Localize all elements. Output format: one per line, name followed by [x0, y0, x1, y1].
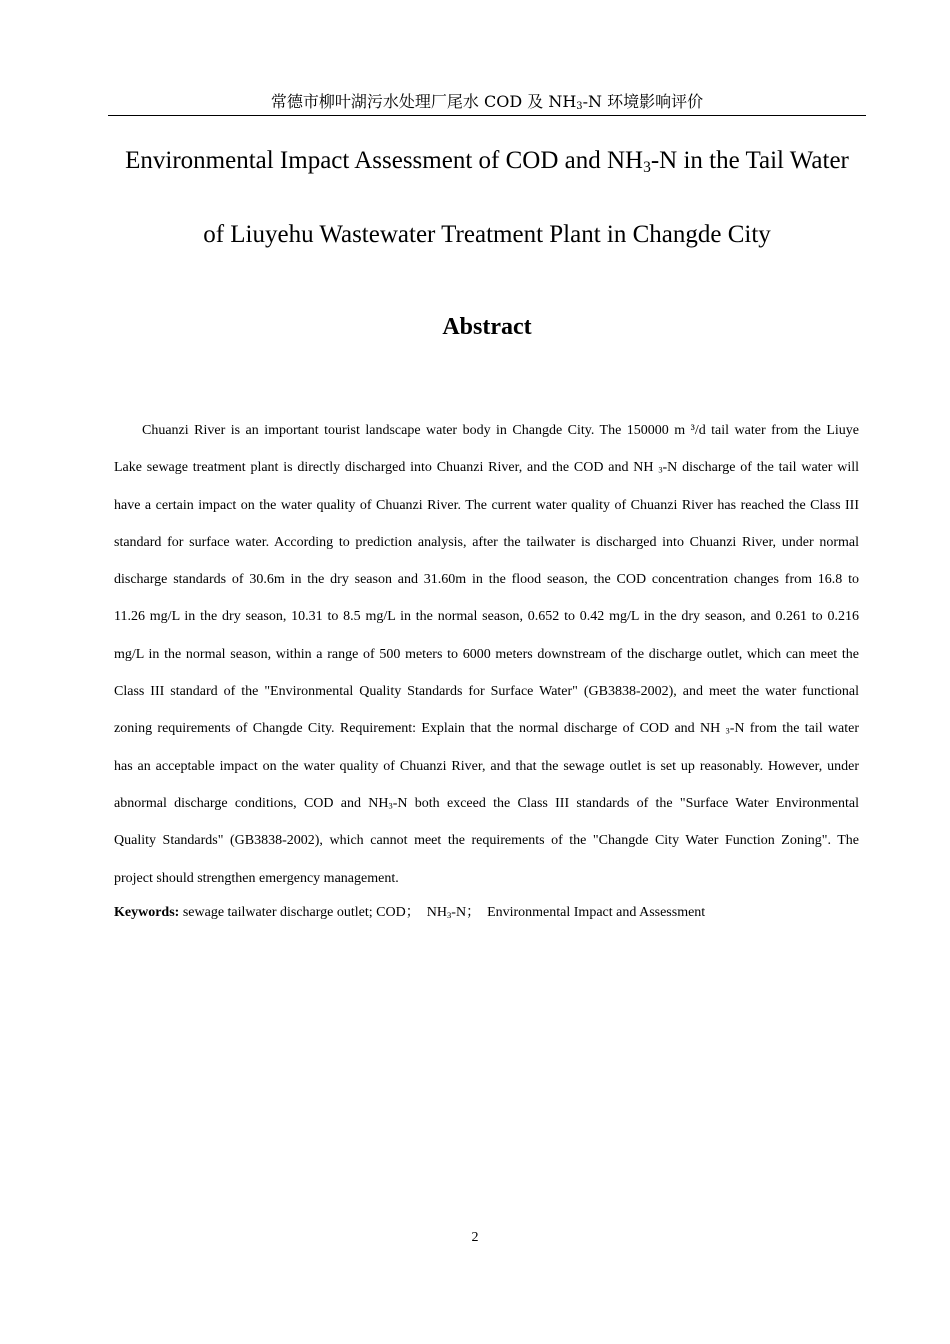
abstract-line: have a certain impact on the water quality of Chuanzi River. The current water quality of Chuanzi River has reached the Class III: [114, 497, 859, 513]
running-header: [108, 90, 866, 114]
keywords-text: sewage tailwater discharge outlet; COD； NH: [179, 905, 447, 920]
abstract-line: [114, 785, 859, 822]
abstract-line: discharge standards of 30.6m in the dry season and 31.60m in the flood season, the COD concentration changes from 16.8 to: [114, 572, 859, 588]
keywords-text-end: -N； Environmental Impact and Assessment: [451, 905, 706, 920]
abstract-line-text: abnormal discharge conditions, COD and NH: [114, 795, 389, 811]
abstract-line-text-end: -N from the tail water: [729, 721, 860, 737]
abstract-line: [114, 449, 859, 486]
abstract-line: project should strengthen emergency management.: [114, 870, 399, 886]
running-header-text: 常德市柳叶湖污水处理厂尾水 COD 及 NH: [270, 92, 577, 111]
abstract-line: standard for surface water. According to prediction analysis, after the tailwater is discharged into Chuanzi River, under normal: [114, 534, 859, 550]
running-header-subscript: 3: [576, 100, 583, 112]
abstract-heading: Abstract: [442, 314, 532, 340]
title-subscript: 3: [643, 158, 651, 176]
abstract-line-text-end: -N discharge of the tail water will: [662, 460, 859, 476]
abstract-subscript: 3: [725, 727, 730, 737]
abstract-line-text: zoning requirements of Changde City. Requirement: Explain that the normal discharge of COD and NH: [114, 721, 726, 737]
running-header-text-end: -N 环境影响评价: [582, 92, 704, 111]
paper-title-line-2: of Liuyehu Wastewater Treatment Plant in Changde City: [203, 221, 771, 248]
abstract-line: Chuanzi River is an important tourist landscape water body in Changde City. The 150000 m ³/d tail water from the Liuye: [142, 423, 859, 438]
abstract-line-text-end: -N both exceed the Class III standards of the "Surface Water Environmental: [392, 795, 859, 811]
keywords-subscript: 3: [446, 910, 452, 921]
abstract-line: Class III standard of the "Environmental Quality Standards for Surface Water" (GB3838-2002), and meet the water functional: [114, 684, 859, 700]
abstract-subscript: 3: [658, 465, 663, 475]
page-number: 2: [471, 1230, 479, 1245]
abstract-line: [114, 710, 859, 747]
header-rule: [108, 115, 866, 116]
abstract-body: [114, 412, 859, 897]
abstract-line-text: Lake sewage treatment plant is directly discharged into Chuanzi River, and the COD and NH: [114, 460, 659, 476]
abstract-line: 11.26 mg/L in the dry season, 10.31 to 8.5 mg/L in the normal season, 0.652 to 0.42 mg/L in the dry season, and 0.261 to 0.216: [114, 609, 859, 625]
abstract-subscript: 3: [388, 801, 393, 811]
keywords-line: [114, 902, 859, 924]
abstract-line: Quality Standards" (GB3838-2002), which cannot meet the requirements of the "Changde City Water Function Zoning". The: [114, 833, 859, 849]
title-line-1-text-end: -N in the Tail Water: [650, 147, 849, 174]
title-line-1-text: Environmental Impact Assessment of COD and NH: [125, 147, 644, 174]
keywords-label: Keywords:: [114, 905, 180, 920]
paper-title-line-1: [108, 145, 866, 177]
abstract-line: mg/L in the normal season, within a range of 500 meters to 6000 meters downstream of the discharge outlet, which can meet the: [114, 646, 859, 662]
abstract-line: has an acceptable impact on the water quality of Chuanzi River, and that the sewage outlet is set up reasonably. However, under: [114, 758, 859, 774]
